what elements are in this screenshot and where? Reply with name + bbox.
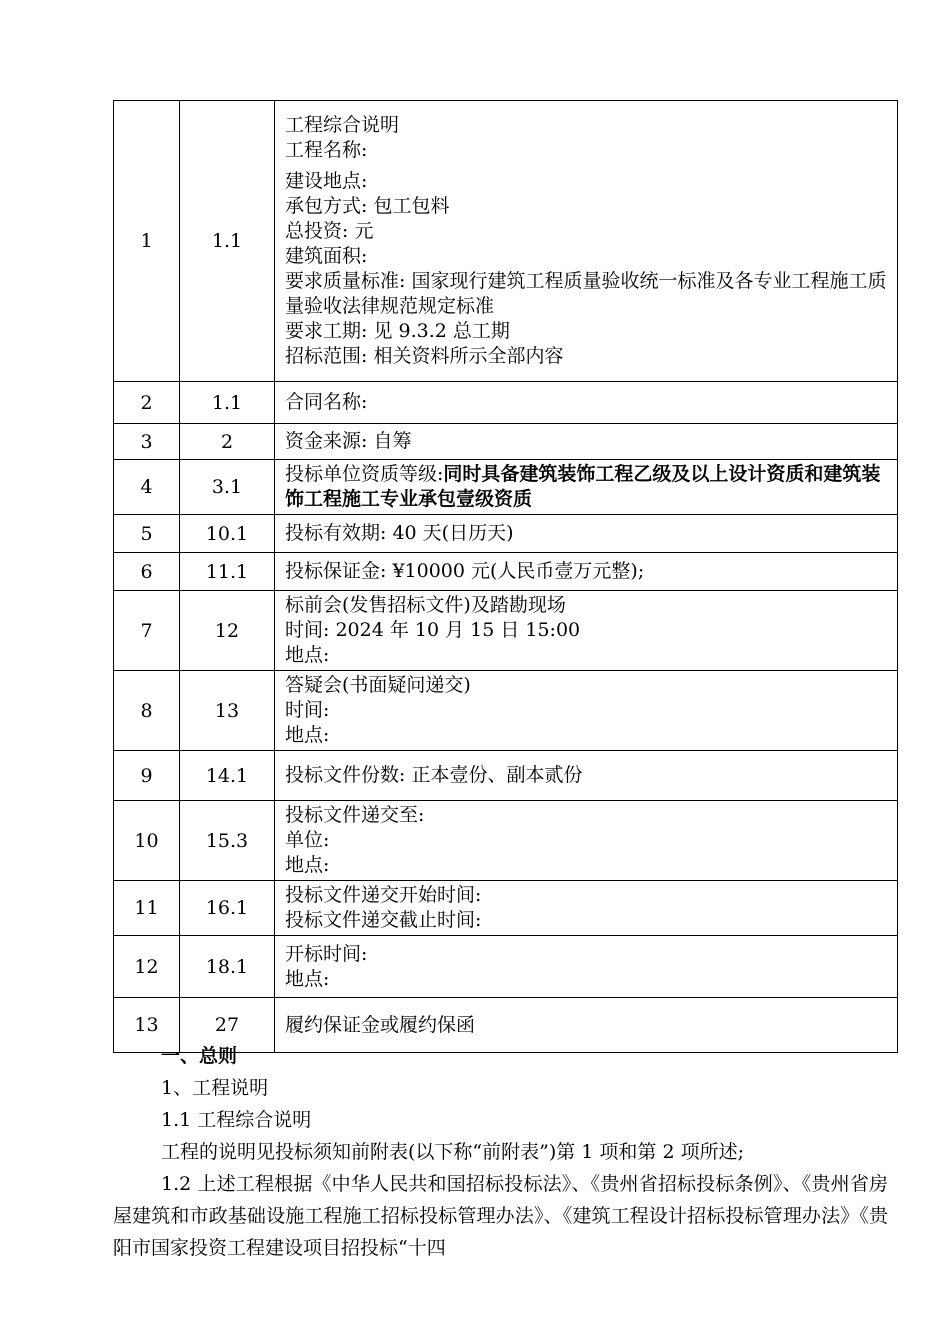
row-number: 10 — [114, 801, 180, 881]
table-row — [114, 101, 898, 382]
row-content — [275, 936, 898, 998]
clause-number: 11.1 — [180, 553, 275, 591]
table-row — [114, 515, 898, 553]
table-row — [114, 591, 898, 671]
row-number: 8 — [114, 671, 180, 751]
content-line: 投标文件递交开始时间: — [285, 884, 482, 906]
row-number: 4 — [114, 460, 180, 515]
content-line: 标前会(发售招标文件)及踏勘现场 — [285, 594, 566, 616]
clause-number: 10.1 — [180, 515, 275, 553]
qualification-requirement: 同时具备建筑装饰工程乙级及以上设计资质和建筑装饰工程施工专业承包壹级资质 — [285, 463, 881, 510]
content-line: 单位: — [285, 829, 330, 851]
row-content — [275, 515, 898, 553]
clause-number: 14.1 — [180, 751, 275, 801]
clause-number: 15.3 — [180, 801, 275, 881]
row-number: 12 — [114, 936, 180, 998]
qualification-text — [285, 462, 889, 512]
row-number: 1 — [114, 101, 180, 382]
row-content — [275, 424, 898, 460]
table-row — [114, 801, 898, 881]
qualification-label: 投标单位资质等级: — [285, 463, 444, 485]
paragraph: 1.2 上述工程根据《中华人民共和国招标投标法》、《贵州省招标投标条例》、《贵州省房屋建筑和市政基础设施工程施工招标投标管理办法》、《建筑工程设计招标投标管理办法》《贵阳市国家投资工程建设项目招投标“十四 — [113, 1173, 888, 1259]
table-row — [114, 671, 898, 751]
row-content — [275, 591, 898, 671]
content-line: 时间: 2024 年 10 月 15 日 15:00 — [285, 619, 581, 641]
content-line: 地点: — [285, 854, 330, 876]
clause-number: 27 — [180, 998, 275, 1053]
row-content — [275, 801, 898, 881]
clause-number: 2 — [180, 424, 275, 460]
content-line: 地点: — [285, 724, 330, 746]
table-row — [114, 881, 898, 936]
row-number: 2 — [114, 382, 180, 424]
general-provisions-section — [113, 1040, 888, 1264]
row-number: 9 — [114, 751, 180, 801]
subsection-heading: 1.1 工程综合说明 — [161, 1109, 312, 1131]
content-line: 建筑面积: — [285, 245, 368, 267]
content-line: 投标文件份数: 正本壹份、副本贰份 — [285, 764, 583, 786]
clause-number: 16.1 — [180, 881, 275, 936]
content-line: 开标时间: — [285, 942, 368, 965]
row-content — [275, 881, 898, 936]
row-content — [275, 101, 898, 382]
content-line: 建设地点: — [285, 170, 368, 192]
clause-number: 13 — [180, 671, 275, 751]
row-number: 6 — [114, 553, 180, 591]
row-number: 11 — [114, 881, 180, 936]
row-number: 3 — [114, 424, 180, 460]
content-line: 投标保证金: ¥10000 元(人民币壹万元整); — [285, 560, 645, 582]
table-row — [114, 751, 898, 801]
row-content — [275, 751, 898, 801]
content-line: 投标有效期: 40 天(日历天) — [285, 522, 514, 544]
row-number: 13 — [114, 998, 180, 1053]
clause-number: 12 — [180, 591, 275, 671]
content-line: 投标文件递交至: — [285, 804, 425, 826]
row-number: 7 — [114, 591, 180, 671]
table-row — [114, 424, 898, 460]
subsection-heading: 1、工程说明 — [161, 1077, 269, 1099]
clause-number: 3.1 — [180, 460, 275, 515]
content-line: 资金来源: 自筹 — [285, 430, 412, 452]
content-line: 招标范围: 相关资料所示全部内容 — [285, 345, 564, 367]
content-line: 履约保证金或履约保函 — [285, 1013, 476, 1036]
table-row — [114, 460, 898, 515]
row-content — [275, 553, 898, 591]
content-line: 工程名称: — [285, 139, 368, 161]
content-line: 合同名称: — [285, 391, 368, 413]
content-line: 投标文件递交截止时间: — [285, 909, 482, 931]
content-line: 地点: — [285, 967, 330, 990]
content-line: 工程综合说明 — [285, 114, 400, 136]
clause-number: 1.1 — [180, 382, 275, 424]
clause-number: 1.1 — [180, 101, 275, 382]
row-content — [275, 382, 898, 424]
row-content — [275, 460, 898, 515]
content-line: 要求工期: 见 9.3.2 总工期 — [285, 320, 510, 342]
table-row — [114, 382, 898, 424]
content-line: 地点: — [285, 644, 330, 666]
row-number: 5 — [114, 515, 180, 553]
content-line: 时间: — [285, 699, 330, 721]
paragraph: 工程的说明见投标须知前附表(以下称“前附表”)第 1 项和第 2 项所述; — [161, 1141, 744, 1163]
clause-number: 18.1 — [180, 936, 275, 998]
row-content — [275, 671, 898, 751]
front-attachment-table — [113, 100, 898, 1053]
content-line: 要求质量标准: 国家现行建筑工程质量验收统一标准及各专业工程施工质量验收法律规范规定标准 — [285, 270, 887, 317]
content-line: 承包方式: 包工包料 — [285, 195, 450, 217]
table-row — [114, 936, 898, 998]
content-line: 答疑会(书面疑问递交) — [285, 674, 471, 696]
content-line: 总投资: 元 — [285, 220, 374, 242]
table-row — [114, 553, 898, 591]
section-heading: 一、总则 — [161, 1045, 238, 1067]
